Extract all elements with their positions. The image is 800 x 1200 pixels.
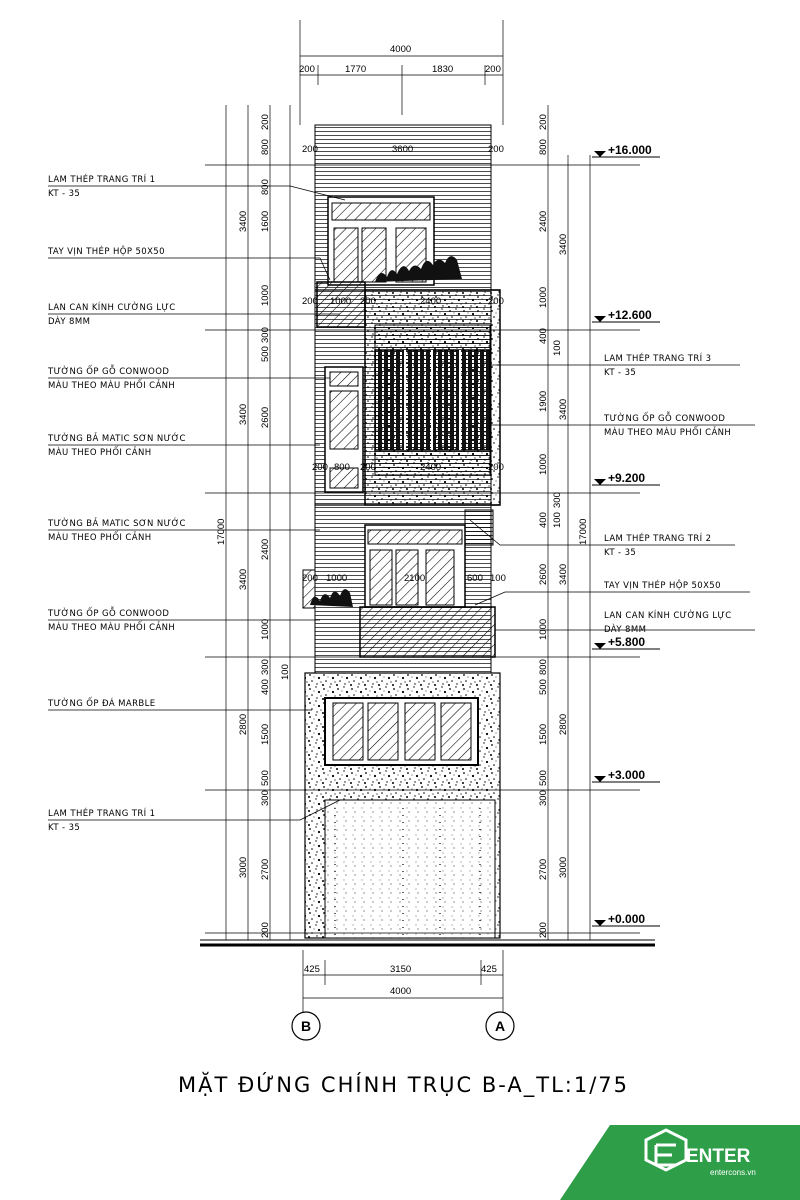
- dim-left-outer: 3000: [238, 856, 249, 878]
- note-right-5b: DÀY 8MM: [604, 625, 647, 635]
- dim-bottom-part: 425: [304, 964, 320, 975]
- level-1600: +16.000: [608, 143, 652, 157]
- dim-top-total: 4000: [390, 44, 412, 55]
- dim-floor2: 200: [360, 462, 376, 473]
- note-left-4b: MÀU THEO MÀU PHỐI CẢNH: [48, 381, 176, 391]
- dim-floor1: 100: [490, 573, 506, 584]
- dim-right-outer: 3400: [558, 398, 569, 420]
- dim-left-mid: 2600: [260, 406, 271, 428]
- dim-roof: 200: [302, 144, 318, 155]
- dim-right: 100: [552, 340, 563, 356]
- note-left-3b: DÀY 8MM: [48, 317, 91, 327]
- ground-line: [200, 940, 655, 945]
- drawing-title: MẶT ĐỨNG CHÍNH TRỤC B-A_TL:1/75: [178, 1073, 630, 1097]
- dim-left-mid: 100: [280, 664, 291, 680]
- dim-right: 1000: [538, 286, 549, 308]
- dim-left-mid: 2700: [260, 858, 271, 880]
- dim-floor1: 2100: [404, 573, 426, 584]
- dim-right: 200: [538, 922, 549, 938]
- dim-top-part: 1830: [432, 64, 454, 75]
- dim-left-mid: 1500: [260, 723, 271, 745]
- dim-right: 400: [538, 512, 549, 528]
- dim-right: 300: [538, 790, 549, 806]
- dim-floor3: 200: [360, 296, 376, 307]
- dim-floor1: 1000: [326, 573, 348, 584]
- notes-right-text: [603, 352, 732, 635]
- dim-right: 800: [538, 139, 549, 155]
- level-000: +0.000: [608, 912, 646, 926]
- notes-left-text: [47, 173, 186, 833]
- dim-right: 500: [538, 770, 549, 786]
- dim-left-outer: 2800: [238, 713, 249, 735]
- note-left-1: LAM THÉP TRANG TRÍ 1: [48, 175, 156, 185]
- dim-floor1: 600: [467, 573, 483, 584]
- dim-left-mid: 2400: [260, 538, 271, 560]
- dim-left-mid: 400: [260, 679, 271, 695]
- dim-floor2: 200: [312, 462, 328, 473]
- note-right-2b: MÀU THEO MÀU PHỐI CẢNH: [604, 428, 732, 438]
- note-left-1b: KT - 35: [48, 189, 81, 199]
- dim-bottom-part: 3150: [390, 964, 412, 975]
- dim-bottom-part: 425: [481, 964, 497, 975]
- axis-label-a: A: [495, 1018, 506, 1034]
- dim-floor3: 2400: [420, 296, 442, 307]
- dim-top-part: 200: [299, 64, 315, 75]
- dim-bottom-total: 4000: [390, 986, 412, 997]
- dim-right: 100: [552, 512, 563, 528]
- building-facade: [303, 125, 500, 938]
- dim-right: 1900: [538, 390, 549, 412]
- level-1260: +12.600: [608, 308, 652, 322]
- dim-left-mid: 200: [260, 114, 271, 130]
- dim-left-mid: 800: [260, 179, 271, 195]
- logo-url: entercons.vn: [710, 1168, 756, 1177]
- annotations-left: [48, 186, 348, 820]
- level-580: +5.800: [608, 635, 646, 649]
- dim-floor2: 800: [334, 462, 350, 473]
- dim-floor2: 200: [488, 462, 504, 473]
- note-left-6b: MÀU THEO PHỐI CẢNH: [48, 533, 152, 543]
- note-left-7b: MÀU THEO MÀU PHỐI CẢNH: [48, 623, 176, 633]
- note-left-3: LAN CAN KÍNH CƯỜNG LỰC: [48, 303, 176, 313]
- dim-left-mid: 1600: [260, 210, 271, 232]
- dim-right: 1000: [538, 618, 549, 640]
- axis-markers: [292, 1012, 514, 1040]
- dim-right: 300: [552, 492, 563, 508]
- dim-floor1: 200: [302, 573, 318, 584]
- note-left-5: TƯỜNG BẢ MATIC SƠN NƯỚC: [48, 434, 186, 444]
- dim-top-part: 1770: [345, 64, 367, 75]
- note-left-9b: KT - 35: [48, 823, 81, 833]
- dim-left-mid: 500: [260, 770, 271, 786]
- dim-right-outer: 3400: [558, 233, 569, 255]
- note-right-3b: KT - 35: [604, 548, 637, 558]
- dim-left-mid: 1000: [260, 618, 271, 640]
- note-left-6: TƯỜNG BẢ MATIC SƠN NƯỚC: [48, 519, 186, 529]
- logo-name: ENTER: [686, 1146, 751, 1167]
- note-right-2: TƯỜNG ỐP GỖ CONWOOD: [604, 414, 726, 424]
- dim-roof: 3600: [392, 144, 414, 155]
- dim-left-outer: 3400: [238, 210, 249, 232]
- dim-right-outer: 3000: [558, 856, 569, 878]
- note-left-9: LAM THÉP TRANG TRÍ 1: [48, 809, 156, 819]
- note-left-8: TƯỜNG ỐP ĐÁ MARBLE: [48, 699, 156, 709]
- dim-floor2: 2400: [420, 462, 442, 473]
- dim-left-mid: 1000: [260, 284, 271, 306]
- dim-right: 2600: [538, 563, 549, 585]
- dim-right: 400: [538, 328, 549, 344]
- dim-right-outer: 3400: [558, 563, 569, 585]
- dim-right: 500: [538, 679, 549, 695]
- note-left-2: TAY VỊN THÉP HỘP 50X50: [48, 247, 165, 257]
- note-right-5: LAN CAN KÍNH CƯỜNG LỰC: [604, 611, 732, 621]
- note-right-1: LAM THÉP TRANG TRÍ 3: [604, 354, 712, 364]
- level-920: +9.200: [608, 471, 646, 485]
- dim-overall-left: 17000: [216, 518, 227, 545]
- dim-right: 1500: [538, 723, 549, 745]
- dim-right: 2700: [538, 858, 549, 880]
- dim-left-mid: 300: [260, 327, 271, 343]
- brand-logo: [560, 1125, 800, 1200]
- dim-overall-right: 17000: [578, 518, 589, 545]
- note-left-4: TƯỜNG ỐP GỖ CONWOOD: [48, 367, 170, 377]
- dim-top-part: 200: [485, 64, 501, 75]
- note-left-7: TƯỜNG ỐP GỖ CONWOOD: [48, 609, 170, 619]
- dim-left-mid: 300: [260, 790, 271, 806]
- axis-label-b: B: [301, 1018, 312, 1034]
- dim-left-outer: 3400: [238, 403, 249, 425]
- dim-left-outer: 3400: [238, 568, 249, 590]
- note-right-4: TAY VỊN THÉP HỘP 50X50: [604, 581, 721, 591]
- dim-left-mid: 800: [260, 139, 271, 155]
- dim-left-mid: 500: [260, 346, 271, 362]
- level-300: +3.000: [608, 768, 646, 782]
- dim-left-mid: 200: [260, 922, 271, 938]
- dim-right: 200: [538, 114, 549, 130]
- dim-right-outer: 2800: [558, 713, 569, 735]
- dim-right: 2400: [538, 210, 549, 232]
- dim-right: 1000: [538, 453, 549, 475]
- dim-left-mid: 300: [260, 659, 271, 675]
- dim-floor3: 1000: [330, 296, 352, 307]
- note-right-3: LAM THÉP TRANG TRÍ 2: [604, 534, 712, 544]
- dim-right: 800: [538, 659, 549, 675]
- dim-roof: 200: [488, 144, 504, 155]
- note-right-1b: KT - 35: [604, 368, 637, 378]
- dim-floor3: 200: [488, 296, 504, 307]
- note-left-5b: MÀU THEO PHỐI CẢNH: [48, 448, 152, 458]
- dim-floor3: 200: [302, 296, 318, 307]
